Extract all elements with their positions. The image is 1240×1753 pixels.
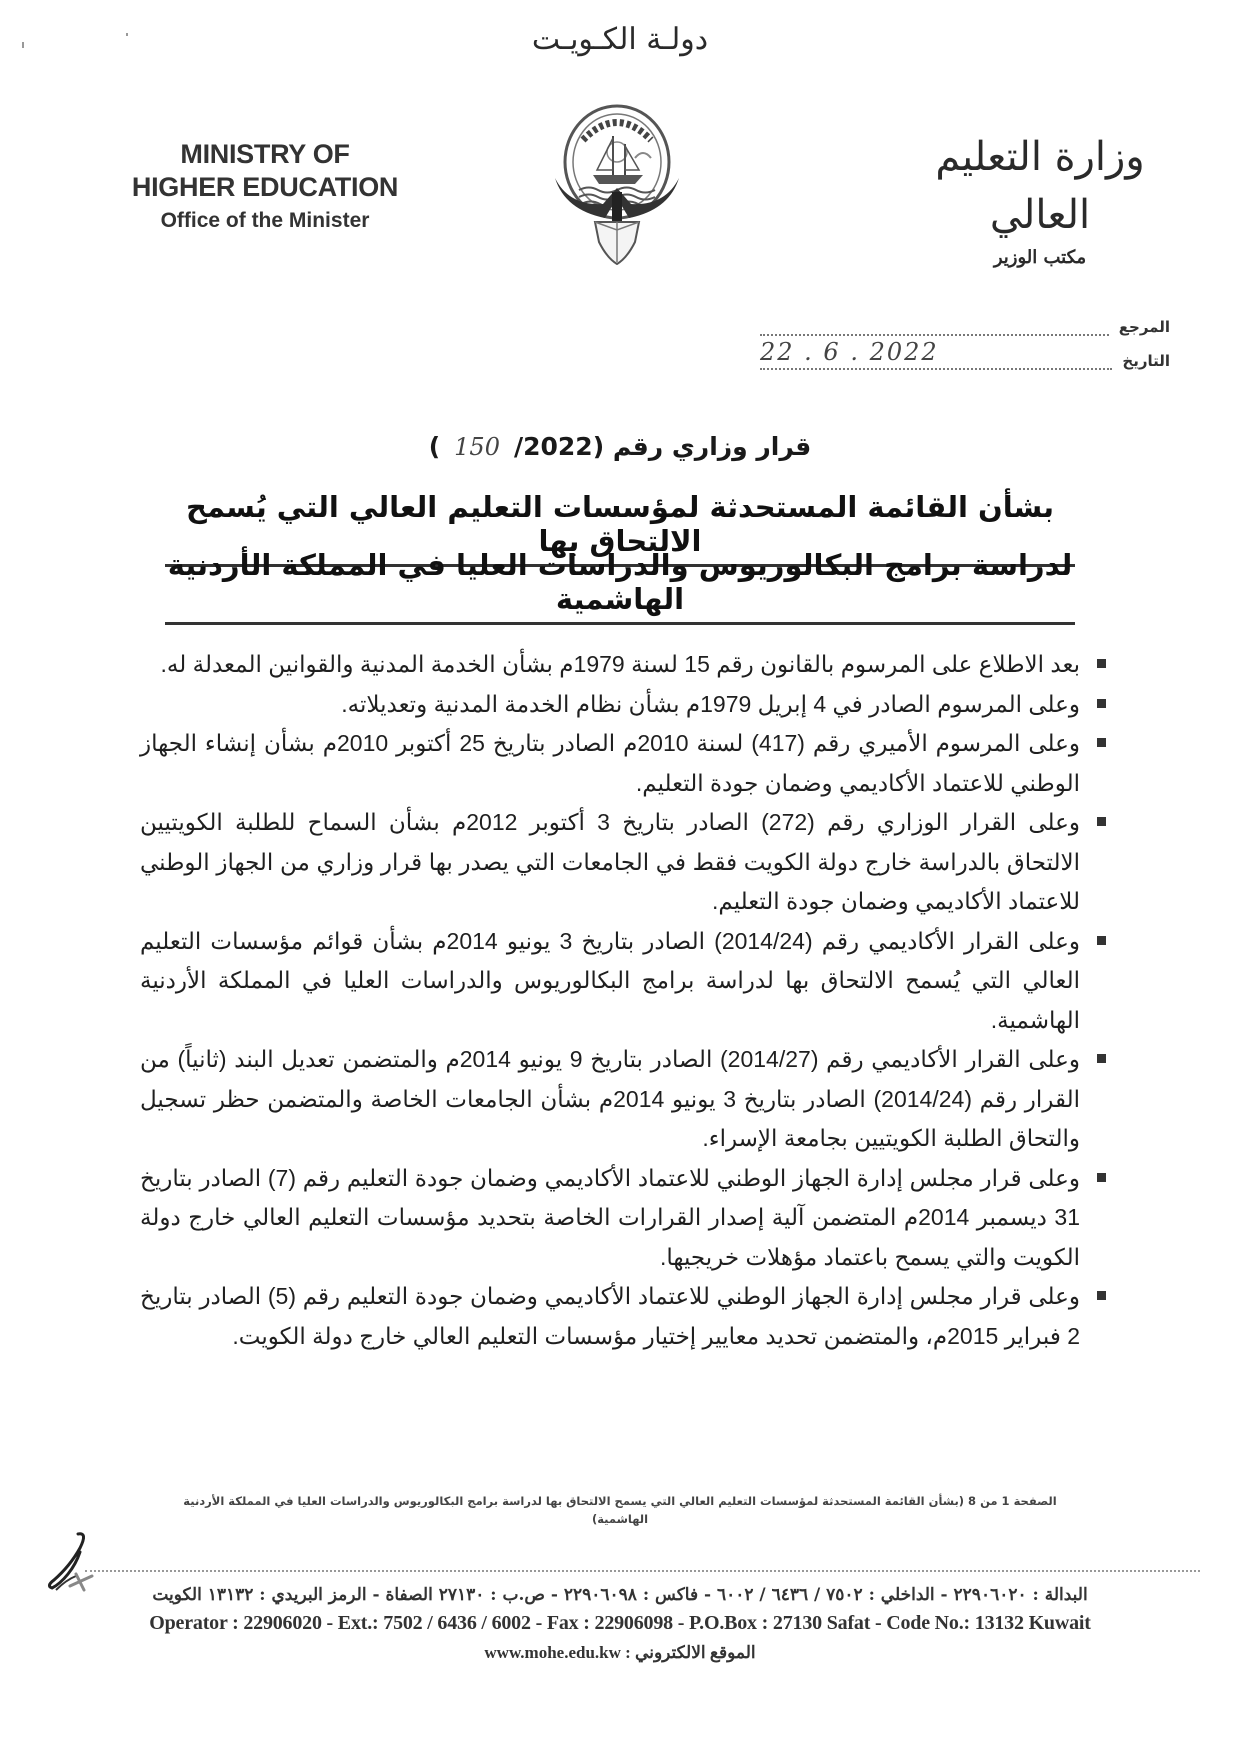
arabic-letterhead <box>900 128 1180 272</box>
footer-contact-english: Operator : 22906020 - Ext.: 7502 / 6436 / 6002 - Fax : 22906098 - P.O.Box : 27130 Safat - Code No.: 13132 Kuwait <box>149 1612 1091 1634</box>
english-letterhead <box>95 138 435 236</box>
preamble-text: وعلى المرسوم الصادر في 4 إبريل 1979م بشأن نظام الخدمة المدنية وتعديلاته. <box>341 690 1080 717</box>
square-bullet-icon <box>1097 936 1106 945</box>
preamble-item <box>140 803 1110 922</box>
kuwait-coat-of-arms-icon <box>535 100 700 265</box>
preamble-text: بعد الاطلاع على المرسوم بالقانون رقم 15 لسنة 1979م بشأن الخدمة المدنية والقوانين المعدلة له. <box>160 651 1080 677</box>
square-bullet-icon <box>1097 659 1106 668</box>
ministry-name-line2: HIGHER EDUCATION <box>131 172 399 202</box>
website-link[interactable]: www.mohe.edu.kw <box>484 1643 621 1662</box>
ministry-name-line1: MINISTRY OF <box>180 139 350 169</box>
reference-row <box>760 296 1170 336</box>
preamble-item <box>140 645 1110 685</box>
decision-number-handwritten: 150 <box>454 433 500 461</box>
decision-subject-line2 <box>165 548 1075 625</box>
preamble-item <box>140 1040 1110 1159</box>
office-name-arabic: مكتب الوزير <box>993 247 1087 268</box>
square-bullet-icon <box>1097 738 1106 747</box>
decision-suffix: /2022) <box>428 432 593 461</box>
state-title: دولـة الكـويـت <box>531 22 709 57</box>
preamble-item <box>140 685 1110 725</box>
subject-text-2: لدراسة برامج البكالوريوس والدراسات العليا في المملكة الأردنية الهاشمية <box>165 548 1075 625</box>
footer-contact <box>40 1581 1200 1669</box>
square-bullet-icon <box>1097 1054 1106 1063</box>
reference-field <box>760 314 1109 336</box>
page-footnote: الصفحة 1 من 8 (بشأن القائمة المستحدثة لمؤسسات التعليم العالي التي يسمح الالتحاق بها لدراسة برامج البكالوريوس والدراسات العليا في المملكة الأردنية الهاشمية) <box>183 1494 1057 1526</box>
office-name: Office of the Minister <box>160 209 370 232</box>
preamble-text: وعلى القرار الأكاديمي رقم (2014/24) الصادر بتاريخ 3 يونيو 2014م بشأن قوائم مؤسسات التعليم العالي التي يُسمح الالتحاق بها لدراسة برامج البكالوريوس والدراسات العليا في المملكة الأردنية الهاشمية. <box>140 927 1080 1033</box>
date-value-handwritten: 22 . 6 . 2022 <box>760 338 939 366</box>
preamble-text: وعلى القرار الأكاديمي رقم (2014/27) الصادر بتاريخ 9 يونيو 2014م والمتضمن تعديل البند (ثانياً) من القرار رقم (2014/24) الصادر بتاريخ 3 يونيو 2014م بشأن الجامعات الخاصة والمتضمن حظر تسجيل والتحاق الطلبة الكويتيين بجامعة الإسراء. <box>140 1046 1081 1151</box>
square-bullet-icon <box>1097 699 1106 708</box>
subject-text-1: بشأن القائمة المستحدثة لمؤسسات التعليم العالي التي يُسمح الالتحاق بها <box>165 490 1075 567</box>
preamble-text: وعلى القرار الوزاري رقم (272) الصادر بتاريخ 3 أكتوبر 2012م بشأن السماح للطلبة الكويتيين الالتحاق بالدراسة خارج دولة الكويت فقط في الجامعات التي يصدر بها قرار وزاري من الجهاز الوطني للاعتماد الأكاديمي وضمان جودة التعليم. <box>140 809 1081 914</box>
reference-date-block <box>760 296 1170 370</box>
preamble-text: وعلى قرار مجلس إدارة الجهاز الوطني للاعتماد الأكاديمي وضمان جودة التعليم رقم (7) الصادر بتاريخ 31 ديسمبر 2014م المتضمن آلية إصدار القرارات الخاصة بتحديد مؤسسات التعليم العالي خارج دولة الكويت والتي يسمح باعتماد مؤهلات خريجيها. <box>140 1164 1081 1270</box>
preamble-text: وعلى المرسوم الأميري رقم (417) لسنة 2010م الصادر بتاريخ 25 أكتوبر 2010م بشأن إنشاء الجهاز الوطني للاعتماد الأكاديمي وضمان جودة التعليم. <box>140 730 1080 796</box>
footer-website <box>40 1637 1200 1669</box>
website-label: الموقع الالكتروني : <box>625 1643 756 1662</box>
date-label: التاريخ <box>1122 352 1170 370</box>
ministry-name-arabic: وزارة التعليم العالي <box>935 134 1145 238</box>
preamble-item <box>140 922 1110 1041</box>
preamble-text: وعلى قرار مجلس إدارة الجهاز الوطني للاعتماد الأكاديمي وضمان جودة التعليم رقم (5) الصادر بتاريخ 2 فبراير 2015م، والمتضمن تحديد معايير إختيار مؤسسات التعليم العالي خارج دولة الكويت. <box>140 1283 1080 1349</box>
footer-contact-arabic: البدالة : ٢٢٩٠٦٠٢٠ - الداخلي : ٧٥٠٢ / ٦٤٣٦ / ٦٠٠٢ - فاكس : ٢٢٩٠٦٠٩٨ - ص.ب : ٢٧١٣٠ الصفاة - الرمز البريدي : ١٣١٣٢ الكويت <box>152 1585 1088 1605</box>
date-field <box>760 338 1112 370</box>
preamble-item <box>140 1159 1110 1278</box>
date-row <box>760 336 1170 370</box>
square-bullet-icon <box>1097 1173 1106 1182</box>
decision-number-heading <box>0 432 1240 461</box>
reference-label: المرجع <box>1118 318 1170 336</box>
square-bullet-icon <box>1097 1291 1106 1300</box>
preamble-item <box>140 724 1110 803</box>
preamble-item <box>140 1277 1110 1356</box>
preamble-list <box>140 645 1110 1356</box>
decision-prefix: قرار وزاري رقم ( <box>592 432 812 461</box>
footer-divider <box>85 1570 1200 1572</box>
square-bullet-icon <box>1097 817 1106 826</box>
